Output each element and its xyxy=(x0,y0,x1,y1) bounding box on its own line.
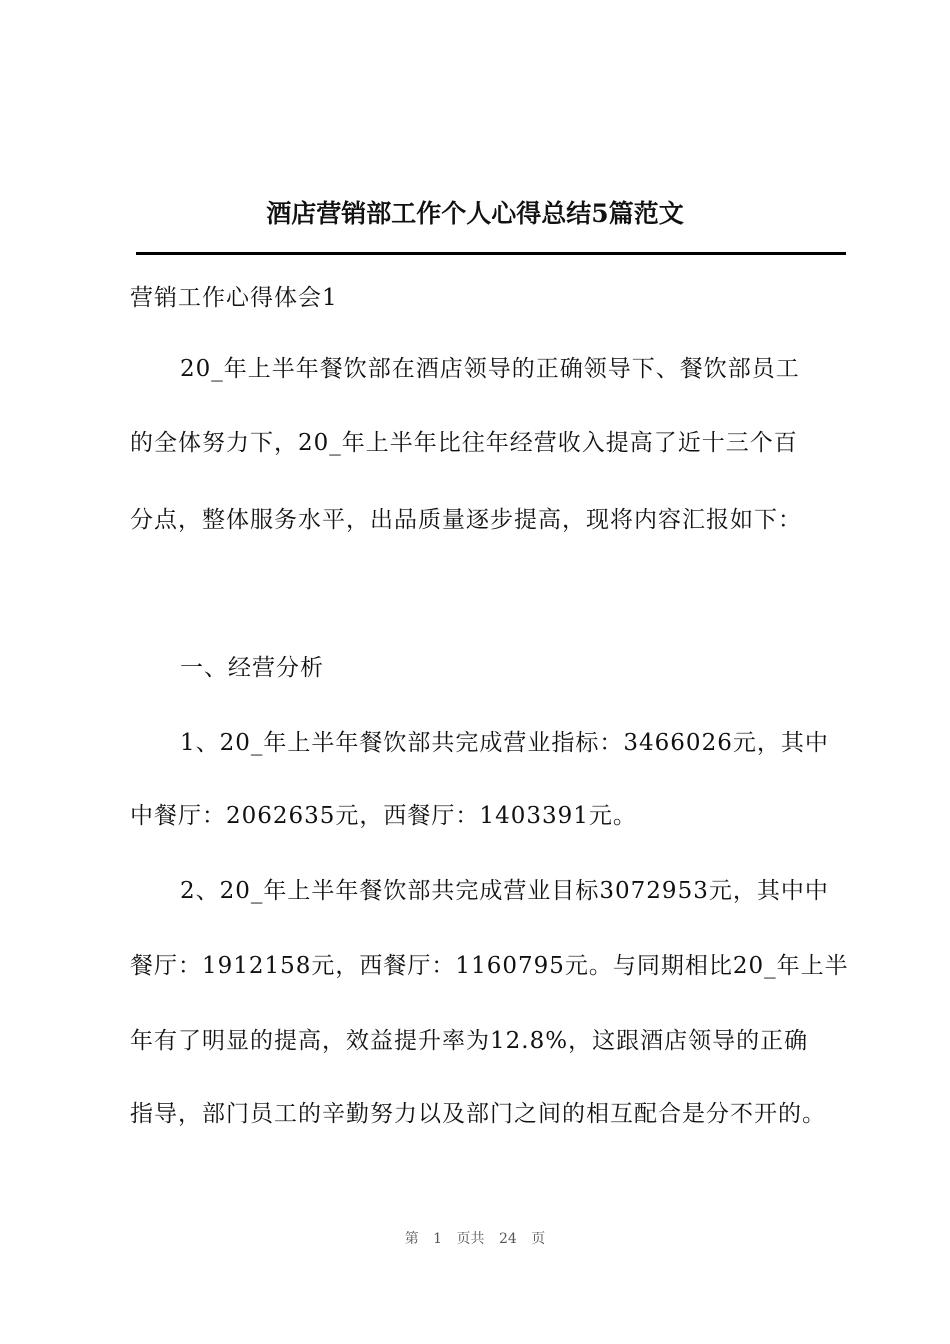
paragraph-line: 年有了明显的提高，效益提升率为12.8%，这跟酒店领导的正确 xyxy=(130,1028,809,1054)
paragraph-line: 中餐厅：2062635元，西餐厅：1403391元。 xyxy=(130,803,637,829)
paragraph-line: 分点，整体服务水平，出品质量逐步提高，现将内容汇报如下： xyxy=(130,507,802,533)
paragraph-line: 1、20_年上半年餐饮部共完成营业指标：3466026元，其中 xyxy=(180,730,829,756)
paragraph-line: 餐厅：1912158元，西餐厅：1160795元。与同期相比20_年上半 xyxy=(130,953,849,979)
paragraph-line: 指导，部门员工的辛勤努力以及部门之间的相互配合是分不开的。 xyxy=(130,1101,826,1127)
paragraph-line: 2、20_年上半年餐饮部共完成营业目标3072953元，其中中 xyxy=(180,878,829,904)
paragraph-line: 的全体努力下，20_年上半年比往年经营收入提高了近十三个百 xyxy=(130,430,798,456)
paragraph-line: 20_年上半年餐饮部在酒店领导的正确领导下、餐饮部员工 xyxy=(180,356,800,382)
page-number: 第 1 页共 24 页 xyxy=(404,1231,546,1247)
document-title: 酒店营销部工作个人心得总结5篇范文 xyxy=(266,199,684,228)
section-heading: 营销工作心得体会1 xyxy=(130,285,338,311)
subsection-heading: 一、经营分析 xyxy=(180,655,324,681)
title-divider xyxy=(136,252,846,255)
